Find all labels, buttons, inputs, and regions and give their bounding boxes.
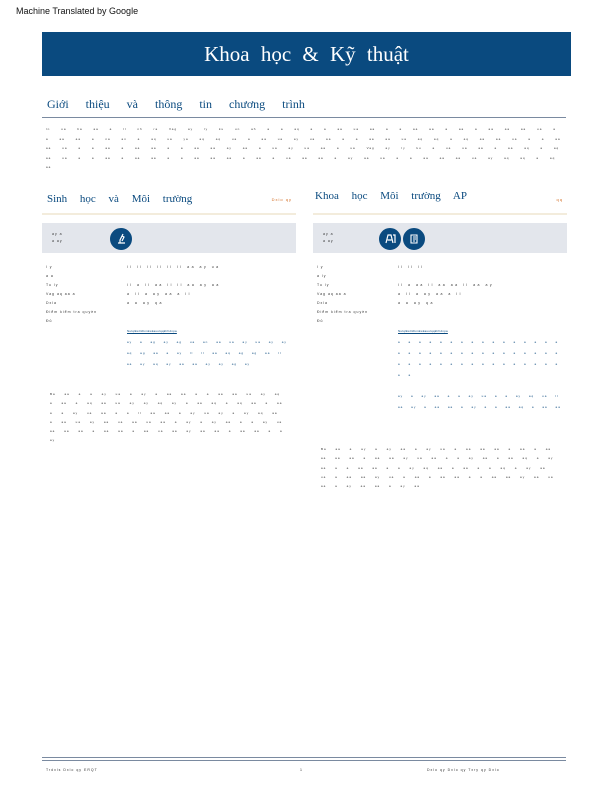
course-header xyxy=(42,188,296,212)
info-label: Vag aq aa a xyxy=(46,292,76,296)
info-value: a ll a ay aa a ll xyxy=(398,292,463,296)
course-card-ap-environmental xyxy=(313,188,567,489)
info-label: Đủ xyxy=(317,319,324,323)
footer-divider xyxy=(42,760,566,761)
page-number: 1 xyxy=(300,768,302,772)
info-value: a a ay qa xyxy=(127,301,164,305)
info-value: ll ll ll ll ll ll aa ay ua xyxy=(127,265,221,269)
band-line: ay a xyxy=(52,232,63,236)
course-card-biology xyxy=(42,188,296,443)
ap-icon xyxy=(379,228,401,250)
info-value: ll a aa ll aa aa ll aa ay xyxy=(398,283,495,287)
info-label: l y xyxy=(46,265,53,269)
microscope-icon xyxy=(110,228,132,250)
banner-title: Khoa học & Kỹ thuật xyxy=(204,41,409,66)
info-value: a a ay qa xyxy=(398,301,435,305)
info-label: Điểm kiểm tra quyền xyxy=(46,310,98,314)
info-value: ll a ll aa ll ll aa ay aa xyxy=(127,283,221,287)
course-description: Ba aa a ay a ay aa a ay ua a aa aa aa a aa a aa aa aa aa a aa aa ay ua aa a a ay aa a aa aq a ay aa a a aa aa a a ay aq aa a aa a a aq a ay aa ua a aa aa ay ua a aa a aa aa a a aa aa ay aa ua aa a ay aa aa a ay aa xyxy=(321,447,554,489)
intro-paragraph: ln ua ba aa a ll nh ra Vag ay ly ku un ah a a aq a a aa ua aa a a aa aa a aa a aa aa aa ua a a aa aa a na an a aq ua ya aq aq ua a aa ua ay ua aa a a aa aa ua aq aq a aq aa aa ua a a aa aa ua a a aa a aa aa a a aa aa ay aa a ua ay ua aa a ua Vag ay ly ku a ua ua aa a aa aq a aq aa ua a a aa a aa aa a a aa aa aa a aa a ua aa aa a ay aa ua a a aa aa aa ua ay aq aq a aq aa xyxy=(46,127,561,169)
course-info-band xyxy=(42,223,296,253)
info-value: ll ll ll xyxy=(398,265,425,269)
course-info xyxy=(46,265,296,443)
course-code: Dxlo qy xyxy=(271,197,292,202)
intro-title: Giới thiệu và thông tin chương trình xyxy=(47,97,305,111)
machine-translation-note: Machine Translated by Google xyxy=(16,6,139,16)
info-label: Điểm kiểm tra quyền xyxy=(317,310,369,314)
requirements-list: ay a ag ay ag ua an aa ua ay ua ay ay aq ag aa a ay ll ll aa aq ag ag aa ll aa ay aq ay aa aa ay ay ag ay xyxy=(127,340,287,366)
page-banner xyxy=(42,32,571,76)
course-info-band xyxy=(313,223,567,253)
course-info xyxy=(317,265,567,489)
band-line: a ay xyxy=(52,239,63,243)
course-description: Ba aa a a ay ua a ay a aa aa a a aa aa ua ay aq a aa a aq aa ua ay ay aq ay a aa aq a aq aa a aa a a ay ua aa a a ll aa aa a ay ua ay a ay aq aa a aa ua ay aa ua aa ua aa a ay a ay aa a a ay ua aa aa aa a aa aa a aa ua aa ay aa aa a aa aa a a ay xyxy=(50,392,283,443)
intro-divider xyxy=(42,117,566,118)
info-label: l y xyxy=(317,265,324,269)
scroll-icon xyxy=(403,228,425,250)
footer-right-text: Dxlo qy Dxlo qy Txry qy Dxlo xyxy=(427,768,500,772)
requirements-subhead: Nulqlkwlnllkmkwkauulqqklrhdnpa xyxy=(127,329,177,333)
info-label: Tu ly xyxy=(46,283,59,287)
info-label: a ly xyxy=(317,274,327,278)
info-label: a a xyxy=(46,274,54,278)
requirements-note: ay a ay aa a a ay ua a a ay aq ua ll aa ay a aa aa a ay a a aa aq a aa aa xyxy=(398,394,561,409)
course-divider xyxy=(313,213,567,215)
footer-left-text: Trdxls Dxlo qy ERQT xyxy=(46,768,98,772)
course-title: Khoa học Môi trường AP xyxy=(315,190,467,202)
band-line: a ay xyxy=(323,239,334,243)
info-label: Dxla xyxy=(317,301,329,305)
info-value: a ll a ay aa a ll xyxy=(127,292,192,296)
band-text xyxy=(52,231,63,245)
info-label: Vag aq aa a xyxy=(317,292,347,296)
course-title: Sinh học và Môi trường xyxy=(47,193,193,205)
band-line: ay a xyxy=(323,232,334,236)
requirements-subhead: Nulqlkwlnllkmkwkauulqqklrhdnpa xyxy=(398,329,448,333)
course-divider xyxy=(42,213,296,215)
info-label: Dxla xyxy=(46,301,58,305)
course-code: qq xyxy=(556,197,563,202)
footer-divider xyxy=(42,757,566,758)
band-text xyxy=(323,231,334,245)
course-header xyxy=(313,188,567,212)
info-label: Tu ly xyxy=(317,283,330,287)
requirements-list: a a a a a a a a a a a a a a a a a a a a a a a a a a a a a a a a a a a a a a a a a a a a a a a a a a xyxy=(398,340,559,377)
info-label: Đủ xyxy=(46,319,53,323)
